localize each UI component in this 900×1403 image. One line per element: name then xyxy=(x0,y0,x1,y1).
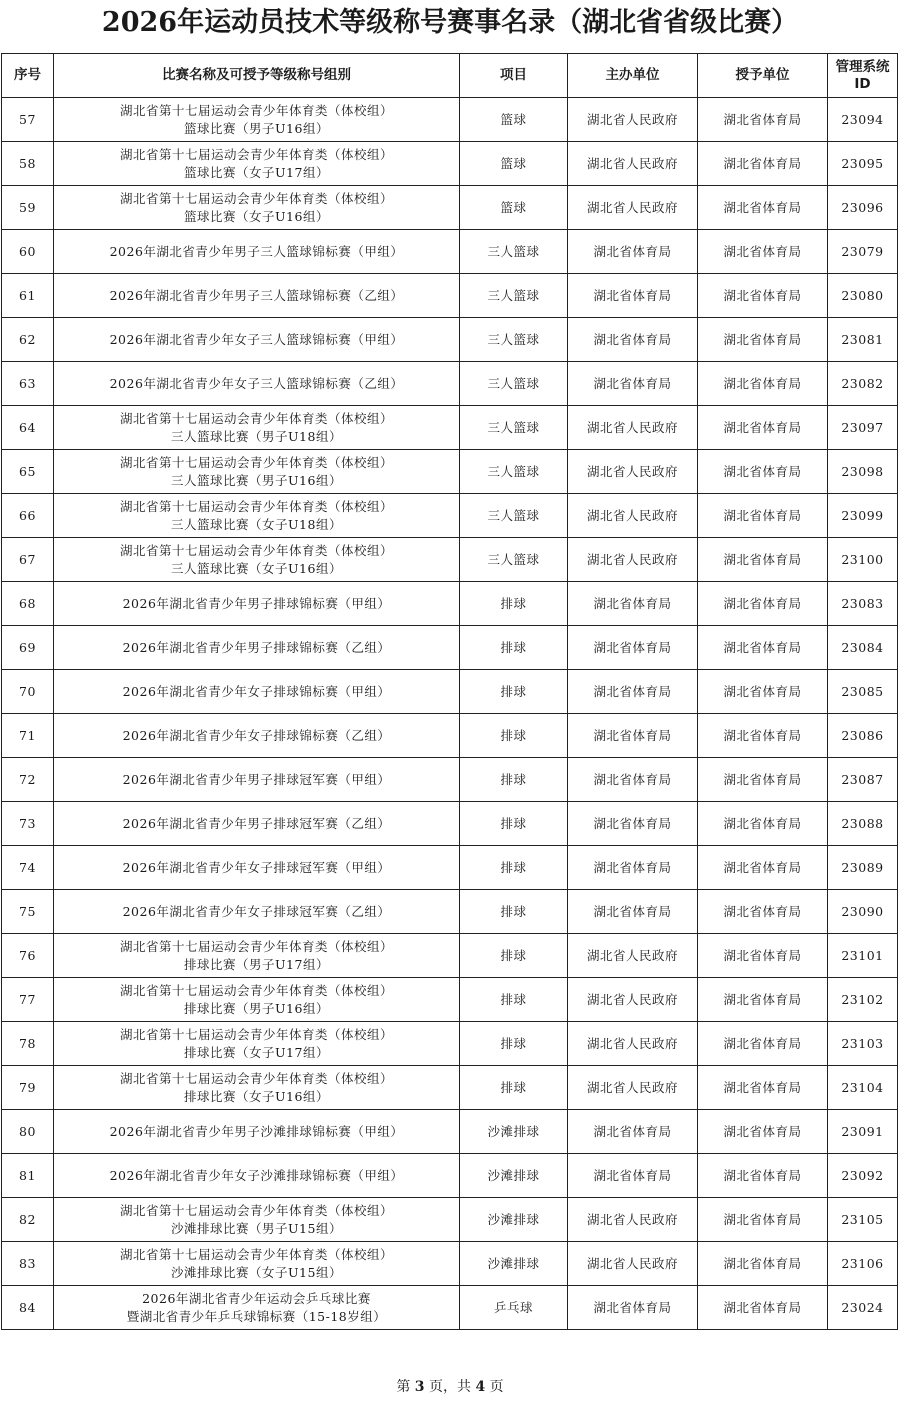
event-name-line: 篮球比赛（女子U16组） xyxy=(184,208,329,224)
header-item: 项目 xyxy=(460,54,568,98)
cell-event-name xyxy=(54,846,460,890)
cell-organizer: 湖北省体育局 xyxy=(568,1154,698,1198)
cell-item: 排球 xyxy=(460,582,568,626)
cell-seq: 80 xyxy=(2,1110,54,1154)
cell-organizer: 湖北省人民政府 xyxy=(568,406,698,450)
cell-organizer: 湖北省体育局 xyxy=(568,714,698,758)
event-name-line: 三人篮球比赛（男子U18组） xyxy=(171,428,342,444)
table-row xyxy=(2,450,898,494)
cell-seq: 68 xyxy=(2,582,54,626)
cell-id: 23087 xyxy=(828,758,898,802)
cell-seq: 65 xyxy=(2,450,54,494)
event-name-line: 沙滩排球比赛（女子U15组） xyxy=(171,1264,342,1280)
event-name-line: 湖北省第十七届运动会青少年体育类（体校组） xyxy=(119,542,393,558)
cell-item: 排球 xyxy=(460,1022,568,1066)
cell-organizer: 湖北省人民政府 xyxy=(568,1242,698,1286)
cell-event-name xyxy=(54,714,460,758)
cell-organizer: 湖北省人民政府 xyxy=(568,142,698,186)
cell-seq: 62 xyxy=(2,318,54,362)
header-organizer: 主办单位 xyxy=(568,54,698,98)
cell-id: 23092 xyxy=(828,1154,898,1198)
cell-organizer: 湖北省人民政府 xyxy=(568,186,698,230)
cell-seq: 59 xyxy=(2,186,54,230)
cell-id: 23095 xyxy=(828,142,898,186)
cell-organizer: 湖北省体育局 xyxy=(568,846,698,890)
cell-event-name xyxy=(54,582,460,626)
event-name-line: 湖北省第十七届运动会青少年体育类（体校组） xyxy=(119,498,393,514)
cell-item: 篮球 xyxy=(460,186,568,230)
footer-total-pages: 4 xyxy=(475,1379,486,1395)
cell-event-name xyxy=(54,1154,460,1198)
cell-id: 23084 xyxy=(828,626,898,670)
table-row xyxy=(2,494,898,538)
cell-event-name xyxy=(54,274,460,318)
cell-event-name xyxy=(54,758,460,802)
cell-event-name xyxy=(54,538,460,582)
event-name-line: 暨湖北省青少年乒乓球锦标赛（15-18岁组） xyxy=(126,1308,387,1324)
cell-grantor: 湖北省体育局 xyxy=(698,758,828,802)
header-grantor: 授予单位 xyxy=(698,54,828,98)
table-row xyxy=(2,1242,898,1286)
event-name-line: 2026年湖北省青少年女子三人篮球锦标赛（乙组） xyxy=(109,375,404,391)
header-seq: 序号 xyxy=(2,54,54,98)
cell-grantor: 湖北省体育局 xyxy=(698,362,828,406)
cell-organizer: 湖北省体育局 xyxy=(568,758,698,802)
cell-id: 23106 xyxy=(828,1242,898,1286)
cell-item: 排球 xyxy=(460,670,568,714)
event-name-line: 湖北省第十七届运动会青少年体育类（体校组） xyxy=(119,1202,393,1218)
cell-id: 23100 xyxy=(828,538,898,582)
event-name-line: 排球比赛（男子U17组） xyxy=(184,956,329,972)
event-name-line: 湖北省第十七届运动会青少年体育类（体校组） xyxy=(119,102,393,118)
event-name-line: 湖北省第十七届运动会青少年体育类（体校组） xyxy=(119,938,393,954)
cell-id: 23094 xyxy=(828,98,898,142)
table-row xyxy=(2,802,898,846)
cell-grantor: 湖北省体育局 xyxy=(698,670,828,714)
cell-grantor: 湖北省体育局 xyxy=(698,582,828,626)
table-row xyxy=(2,230,898,274)
event-name-line: 2026年湖北省青少年女子排球冠军赛（乙组） xyxy=(122,903,391,919)
event-name-line: 2026年湖北省青少年男子三人篮球锦标赛（甲组） xyxy=(109,243,404,259)
table-row xyxy=(2,1022,898,1066)
cell-event-name xyxy=(54,1242,460,1286)
cell-seq: 73 xyxy=(2,802,54,846)
cell-grantor: 湖北省体育局 xyxy=(698,494,828,538)
cell-organizer: 湖北省人民政府 xyxy=(568,1066,698,1110)
footer-suffix: 页 xyxy=(489,1379,504,1395)
cell-event-name xyxy=(54,362,460,406)
cell-organizer: 湖北省人民政府 xyxy=(568,450,698,494)
table-row xyxy=(2,670,898,714)
cell-item: 篮球 xyxy=(460,142,568,186)
cell-id: 23088 xyxy=(828,802,898,846)
cell-item: 沙滩排球 xyxy=(460,1154,568,1198)
cell-event-name xyxy=(54,934,460,978)
cell-item: 乒乓球 xyxy=(460,1286,568,1330)
cell-seq: 75 xyxy=(2,890,54,934)
cell-event-name xyxy=(54,1066,460,1110)
cell-event-name xyxy=(54,1286,460,1330)
table-row xyxy=(2,846,898,890)
cell-item: 排球 xyxy=(460,846,568,890)
cell-item: 三人篮球 xyxy=(460,450,568,494)
cell-item: 三人篮球 xyxy=(460,230,568,274)
event-name-line: 2026年湖北省青少年女子排球锦标赛（甲组） xyxy=(122,683,391,699)
cell-grantor: 湖北省体育局 xyxy=(698,802,828,846)
header-id-line1: 管理系统 xyxy=(835,58,890,75)
cell-organizer: 湖北省人民政府 xyxy=(568,934,698,978)
cell-seq: 78 xyxy=(2,1022,54,1066)
cell-grantor: 湖北省体育局 xyxy=(698,538,828,582)
cell-id: 23080 xyxy=(828,274,898,318)
cell-event-name xyxy=(54,978,460,1022)
event-name-line: 排球比赛（女子U16组） xyxy=(184,1088,329,1104)
cell-seq: 81 xyxy=(2,1154,54,1198)
table-row xyxy=(2,1198,898,1242)
event-name-line: 湖北省第十七届运动会青少年体育类（体校组） xyxy=(119,146,393,162)
cell-seq: 61 xyxy=(2,274,54,318)
cell-event-name xyxy=(54,142,460,186)
cell-grantor: 湖北省体育局 xyxy=(698,1198,828,1242)
cell-organizer: 湖北省人民政府 xyxy=(568,1022,698,1066)
event-name-line: 2026年湖北省青少年女子排球锦标赛（乙组） xyxy=(122,727,391,743)
table-row xyxy=(2,538,898,582)
cell-seq: 70 xyxy=(2,670,54,714)
cell-grantor: 湖北省体育局 xyxy=(698,890,828,934)
cell-event-name xyxy=(54,318,460,362)
cell-grantor: 湖北省体育局 xyxy=(698,186,828,230)
table-row xyxy=(2,626,898,670)
cell-seq: 71 xyxy=(2,714,54,758)
cell-seq: 66 xyxy=(2,494,54,538)
cell-id: 23024 xyxy=(828,1286,898,1330)
cell-item: 排球 xyxy=(460,934,568,978)
cell-grantor: 湖北省体育局 xyxy=(698,626,828,670)
events-table xyxy=(1,53,898,1330)
cell-id: 23082 xyxy=(828,362,898,406)
cell-organizer: 湖北省体育局 xyxy=(568,890,698,934)
header-id-line2: ID xyxy=(854,75,871,92)
event-name-line: 湖北省第十七届运动会青少年体育类（体校组） xyxy=(119,454,393,470)
cell-item: 三人篮球 xyxy=(460,362,568,406)
cell-grantor: 湖北省体育局 xyxy=(698,1110,828,1154)
cell-event-name xyxy=(54,406,460,450)
cell-grantor: 湖北省体育局 xyxy=(698,978,828,1022)
cell-item: 排球 xyxy=(460,758,568,802)
cell-organizer: 湖北省人民政府 xyxy=(568,978,698,1022)
cell-item: 排球 xyxy=(460,802,568,846)
table-row xyxy=(2,1154,898,1198)
event-name-line: 2026年湖北省青少年女子排球冠军赛（甲组） xyxy=(122,859,391,875)
table-row xyxy=(2,582,898,626)
cell-id: 23089 xyxy=(828,846,898,890)
cell-id: 23081 xyxy=(828,318,898,362)
event-name-line: 排球比赛（女子U17组） xyxy=(184,1044,329,1060)
cell-seq: 58 xyxy=(2,142,54,186)
cell-item: 排球 xyxy=(460,714,568,758)
cell-id: 23079 xyxy=(828,230,898,274)
cell-id: 23097 xyxy=(828,406,898,450)
cell-organizer: 湖北省人民政府 xyxy=(568,1198,698,1242)
table-row xyxy=(2,978,898,1022)
event-name-line: 2026年湖北省青少年男子排球锦标赛（乙组） xyxy=(122,639,391,655)
table-row xyxy=(2,1066,898,1110)
table-row xyxy=(2,934,898,978)
table-row xyxy=(2,1286,898,1330)
cell-seq: 69 xyxy=(2,626,54,670)
cell-event-name xyxy=(54,98,460,142)
event-name-line: 湖北省第十七届运动会青少年体育类（体校组） xyxy=(119,1026,393,1042)
cell-event-name xyxy=(54,494,460,538)
cell-grantor: 湖北省体育局 xyxy=(698,1154,828,1198)
cell-event-name xyxy=(54,1022,460,1066)
cell-item: 排球 xyxy=(460,626,568,670)
event-name-line: 湖北省第十七届运动会青少年体育类（体校组） xyxy=(119,1070,393,1086)
cell-grantor: 湖北省体育局 xyxy=(698,142,828,186)
header-id xyxy=(828,54,898,98)
cell-seq: 57 xyxy=(2,98,54,142)
cell-organizer: 湖北省体育局 xyxy=(568,1286,698,1330)
table-body xyxy=(2,98,898,1330)
cell-seq: 72 xyxy=(2,758,54,802)
cell-seq: 79 xyxy=(2,1066,54,1110)
event-name-line: 排球比赛（男子U16组） xyxy=(184,1000,329,1016)
cell-seq: 76 xyxy=(2,934,54,978)
event-name-line: 2026年湖北省青少年男子排球冠军赛（乙组） xyxy=(122,815,391,831)
cell-id: 23102 xyxy=(828,978,898,1022)
table-row xyxy=(2,714,898,758)
cell-item: 三人篮球 xyxy=(460,494,568,538)
cell-id: 23101 xyxy=(828,934,898,978)
event-name-line: 2026年湖北省青少年男子排球锦标赛（甲组） xyxy=(122,595,391,611)
table-row xyxy=(2,98,898,142)
event-name-line: 2026年湖北省青少年男子排球冠军赛（甲组） xyxy=(122,771,391,787)
event-name-line: 2026年湖北省青少年男子三人篮球锦标赛（乙组） xyxy=(109,287,404,303)
event-name-line: 三人篮球比赛（男子U16组） xyxy=(171,472,342,488)
footer-prefix: 第 xyxy=(396,1379,411,1395)
event-name-line: 三人篮球比赛（女子U16组） xyxy=(171,560,342,576)
table-row xyxy=(2,406,898,450)
cell-item: 三人篮球 xyxy=(460,406,568,450)
cell-organizer: 湖北省体育局 xyxy=(568,670,698,714)
event-name-line: 2026年湖北省青少年女子三人篮球锦标赛（甲组） xyxy=(109,331,404,347)
cell-item: 沙滩排球 xyxy=(460,1110,568,1154)
table-row xyxy=(2,362,898,406)
cell-id: 23083 xyxy=(828,582,898,626)
cell-event-name xyxy=(54,1198,460,1242)
cell-id: 23096 xyxy=(828,186,898,230)
cell-grantor: 湖北省体育局 xyxy=(698,714,828,758)
event-name-line: 2026年湖北省青少年男子沙滩排球锦标赛（甲组） xyxy=(109,1123,404,1139)
cell-grantor: 湖北省体育局 xyxy=(698,934,828,978)
cell-item: 沙滩排球 xyxy=(460,1198,568,1242)
cell-id: 23105 xyxy=(828,1198,898,1242)
page-footer xyxy=(0,1376,900,1396)
document-title: 2026年运动员技术等级称号赛事名录（湖北省省级比赛） xyxy=(101,7,799,38)
cell-id: 23099 xyxy=(828,494,898,538)
footer-page-number: 3 xyxy=(414,1379,425,1395)
cell-item: 三人篮球 xyxy=(460,274,568,318)
cell-grantor: 湖北省体育局 xyxy=(698,1066,828,1110)
event-name-line: 湖北省第十七届运动会青少年体育类（体校组） xyxy=(119,410,393,426)
event-name-line: 湖北省第十七届运动会青少年体育类（体校组） xyxy=(119,982,393,998)
table-row xyxy=(2,1110,898,1154)
cell-organizer: 湖北省体育局 xyxy=(568,626,698,670)
cell-seq: 84 xyxy=(2,1286,54,1330)
cell-event-name xyxy=(54,626,460,670)
cell-grantor: 湖北省体育局 xyxy=(698,1022,828,1066)
event-name-line: 湖北省第十七届运动会青少年体育类（体校组） xyxy=(119,1246,393,1262)
cell-seq: 82 xyxy=(2,1198,54,1242)
cell-id: 23103 xyxy=(828,1022,898,1066)
event-name-line: 沙滩排球比赛（男子U15组） xyxy=(171,1220,342,1236)
event-name-line: 篮球比赛（男子U16组） xyxy=(184,120,329,136)
cell-seq: 63 xyxy=(2,362,54,406)
cell-organizer: 湖北省体育局 xyxy=(568,318,698,362)
cell-seq: 74 xyxy=(2,846,54,890)
cell-id: 23098 xyxy=(828,450,898,494)
cell-event-name xyxy=(54,890,460,934)
cell-seq: 60 xyxy=(2,230,54,274)
event-name-line: 湖北省第十七届运动会青少年体育类（体校组） xyxy=(119,190,393,206)
cell-grantor: 湖北省体育局 xyxy=(698,846,828,890)
cell-organizer: 湖北省体育局 xyxy=(568,230,698,274)
table-row xyxy=(2,890,898,934)
cell-item: 排球 xyxy=(460,1066,568,1110)
cell-seq: 67 xyxy=(2,538,54,582)
cell-seq: 83 xyxy=(2,1242,54,1286)
cell-organizer: 湖北省体育局 xyxy=(568,582,698,626)
cell-seq: 64 xyxy=(2,406,54,450)
cell-event-name xyxy=(54,450,460,494)
cell-id: 23086 xyxy=(828,714,898,758)
table-row xyxy=(2,274,898,318)
cell-event-name xyxy=(54,670,460,714)
cell-seq: 77 xyxy=(2,978,54,1022)
cell-id: 23104 xyxy=(828,1066,898,1110)
cell-id: 23091 xyxy=(828,1110,898,1154)
cell-organizer: 湖北省人民政府 xyxy=(568,538,698,582)
cell-grantor: 湖北省体育局 xyxy=(698,230,828,274)
event-name-line: 2026年湖北省青少年运动会乒乓球比赛 xyxy=(142,1290,371,1306)
cell-event-name xyxy=(54,230,460,274)
footer-middle: 页，共 xyxy=(429,1379,471,1395)
cell-event-name xyxy=(54,186,460,230)
table-header xyxy=(2,54,898,98)
cell-organizer: 湖北省体育局 xyxy=(568,274,698,318)
cell-organizer: 湖北省体育局 xyxy=(568,1110,698,1154)
cell-item: 篮球 xyxy=(460,98,568,142)
cell-grantor: 湖北省体育局 xyxy=(698,98,828,142)
cell-grantor: 湖北省体育局 xyxy=(698,1286,828,1330)
cell-organizer: 湖北省人民政府 xyxy=(568,494,698,538)
cell-item: 排球 xyxy=(460,978,568,1022)
cell-organizer: 湖北省人民政府 xyxy=(568,98,698,142)
cell-grantor: 湖北省体育局 xyxy=(698,318,828,362)
table-row xyxy=(2,758,898,802)
cell-organizer: 湖北省体育局 xyxy=(568,802,698,846)
event-name-line: 三人篮球比赛（女子U18组） xyxy=(171,516,342,532)
table-row xyxy=(2,186,898,230)
cell-item: 三人篮球 xyxy=(460,538,568,582)
cell-id: 23085 xyxy=(828,670,898,714)
cell-organizer: 湖北省体育局 xyxy=(568,362,698,406)
cell-grantor: 湖北省体育局 xyxy=(698,406,828,450)
event-name-line: 篮球比赛（女子U17组） xyxy=(184,164,329,180)
cell-item: 三人篮球 xyxy=(460,318,568,362)
event-name-line: 2026年湖北省青少年女子沙滩排球锦标赛（甲组） xyxy=(109,1167,404,1183)
cell-grantor: 湖北省体育局 xyxy=(698,1242,828,1286)
cell-grantor: 湖北省体育局 xyxy=(698,274,828,318)
cell-event-name xyxy=(54,802,460,846)
cell-item: 沙滩排球 xyxy=(460,1242,568,1286)
cell-item: 排球 xyxy=(460,890,568,934)
header-name: 比赛名称及可授予等级称号组别 xyxy=(54,54,460,98)
cell-event-name xyxy=(54,1110,460,1154)
table-row xyxy=(2,142,898,186)
table-row xyxy=(2,318,898,362)
cell-id: 23090 xyxy=(828,890,898,934)
cell-grantor: 湖北省体育局 xyxy=(698,450,828,494)
